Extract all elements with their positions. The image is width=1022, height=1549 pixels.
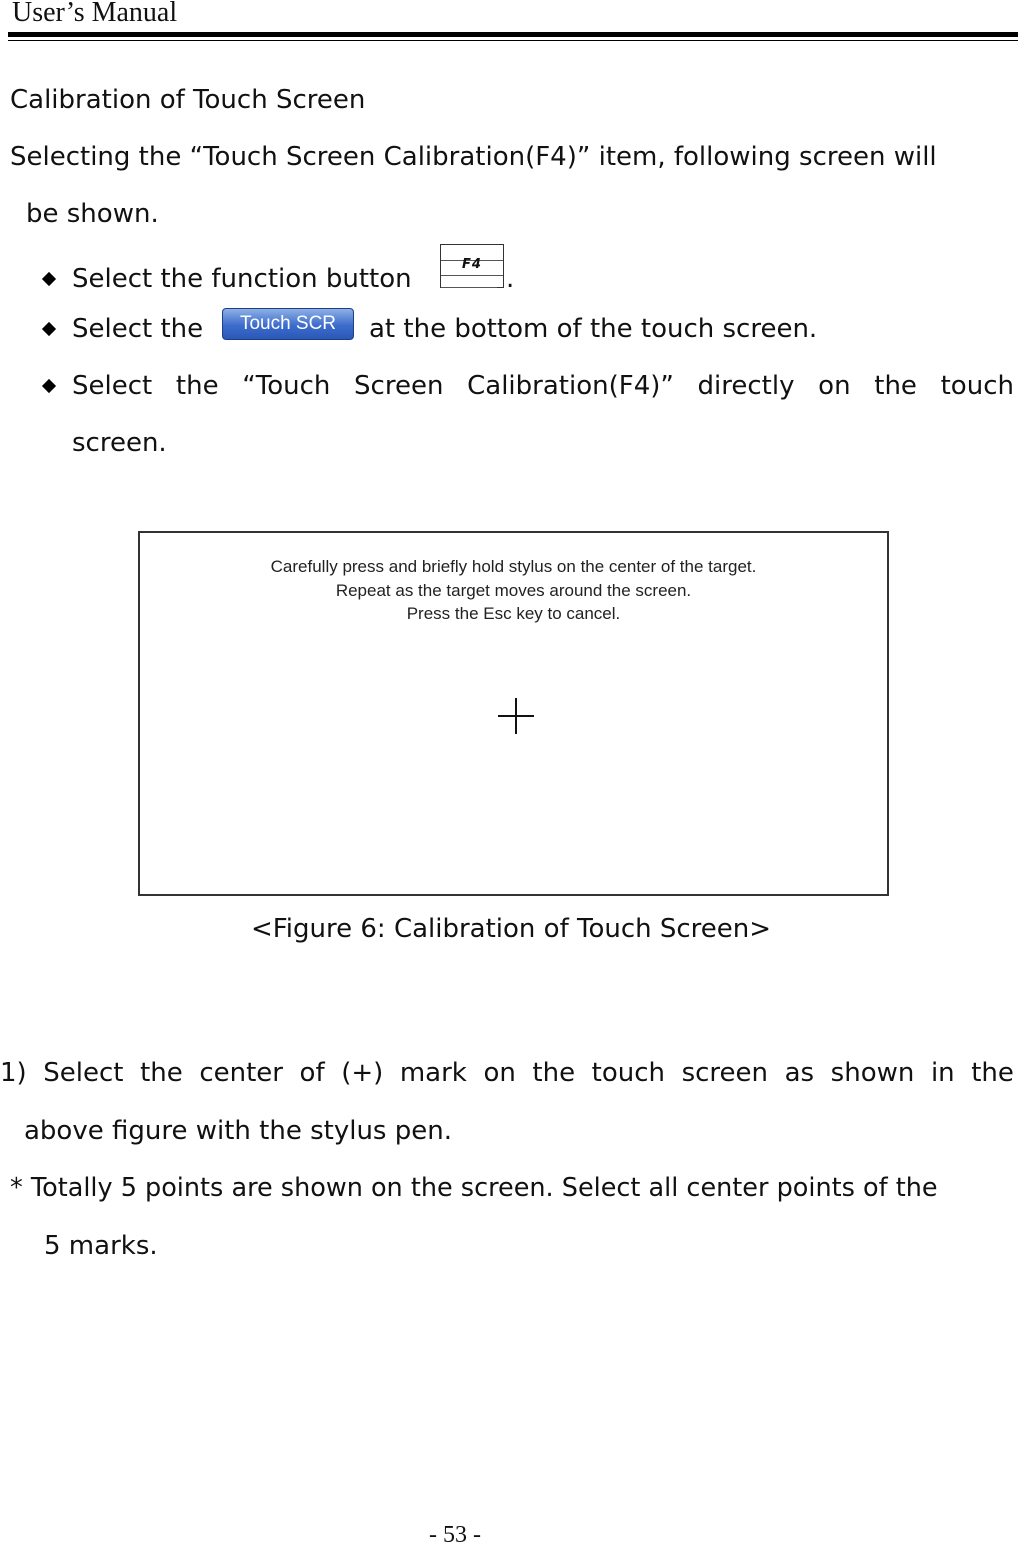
crosshair-target-icon: [498, 698, 534, 734]
word: Select: [72, 371, 153, 401]
step-1-line-1: [0, 1057, 1014, 1089]
note-line-1: * Totally 5 points are shown on the screen. Select all center points of the: [10, 1173, 938, 1203]
word: Screen: [354, 371, 444, 401]
f4-function-button-image: [440, 244, 504, 288]
diamond-bullet-icon: [42, 379, 56, 393]
intro-line-2: be shown.: [26, 199, 159, 229]
figure-instruction-line-1: Carefully press and briefly hold stylus on the center of the target.: [270, 557, 757, 576]
word: the: [175, 371, 219, 401]
diamond-bullet-icon: [42, 322, 56, 336]
calibration-screen-figure: [138, 531, 889, 896]
header-title: User’s Manual: [12, 0, 178, 28]
step-1-line-2: above figure with the stylus pen.: [24, 1116, 452, 1146]
bullet-3-line-2: screen.: [72, 428, 167, 458]
figure-caption: <Figure 6: Calibration of Touch Screen>: [250, 914, 772, 944]
diamond-bullet-icon: [42, 272, 56, 286]
bullet-2-suffix: at the bottom of the touch screen.: [369, 314, 818, 344]
word: as: [784, 1058, 815, 1088]
word: the: [874, 371, 917, 401]
intro-line-1: Selecting the “Touch Screen Calibration(F4)” item, following screen will: [10, 142, 937, 172]
word: the: [140, 1058, 183, 1088]
touch-scr-button-image: Touch SCR: [222, 308, 354, 340]
header-rule-thin: [8, 40, 1018, 41]
word: Calibration(F4)”: [467, 371, 674, 401]
bullet-item-direct-select: [72, 370, 1014, 402]
word: touch: [591, 1058, 666, 1088]
bullet-1-period: .: [506, 264, 515, 294]
word: Select: [43, 1058, 124, 1088]
word: shown: [830, 1058, 915, 1088]
note-line-2: 5 marks.: [44, 1231, 158, 1261]
section-heading: Calibration of Touch Screen: [10, 85, 366, 115]
word: on: [483, 1058, 516, 1088]
word: the: [971, 1058, 1014, 1088]
page-number: - 53 -: [429, 1522, 481, 1548]
word: 1): [0, 1058, 27, 1088]
word: (+): [341, 1058, 384, 1088]
word: touch: [940, 371, 1014, 401]
word: “Touch: [242, 371, 331, 401]
word: the: [532, 1058, 576, 1088]
word: of: [299, 1058, 325, 1088]
f4-label: F4: [462, 257, 482, 272]
bullet-text: Select the function button: [72, 264, 412, 294]
word: screen: [681, 1058, 769, 1088]
figure-instruction-line-3: Press the Esc key to cancel.: [406, 604, 621, 623]
header-rule-thick: [8, 32, 1018, 37]
word: center: [199, 1058, 283, 1088]
figure-instruction-line-2: Repeat as the target moves around the screen.: [335, 581, 692, 600]
bullet-item-function-button: [72, 263, 412, 295]
word: in: [930, 1058, 955, 1088]
bullet-item-touch-scr: [72, 313, 203, 345]
word: directly: [697, 371, 795, 401]
bullet-text: Select the: [72, 314, 204, 344]
word: on: [818, 371, 851, 401]
word: mark: [399, 1058, 467, 1088]
